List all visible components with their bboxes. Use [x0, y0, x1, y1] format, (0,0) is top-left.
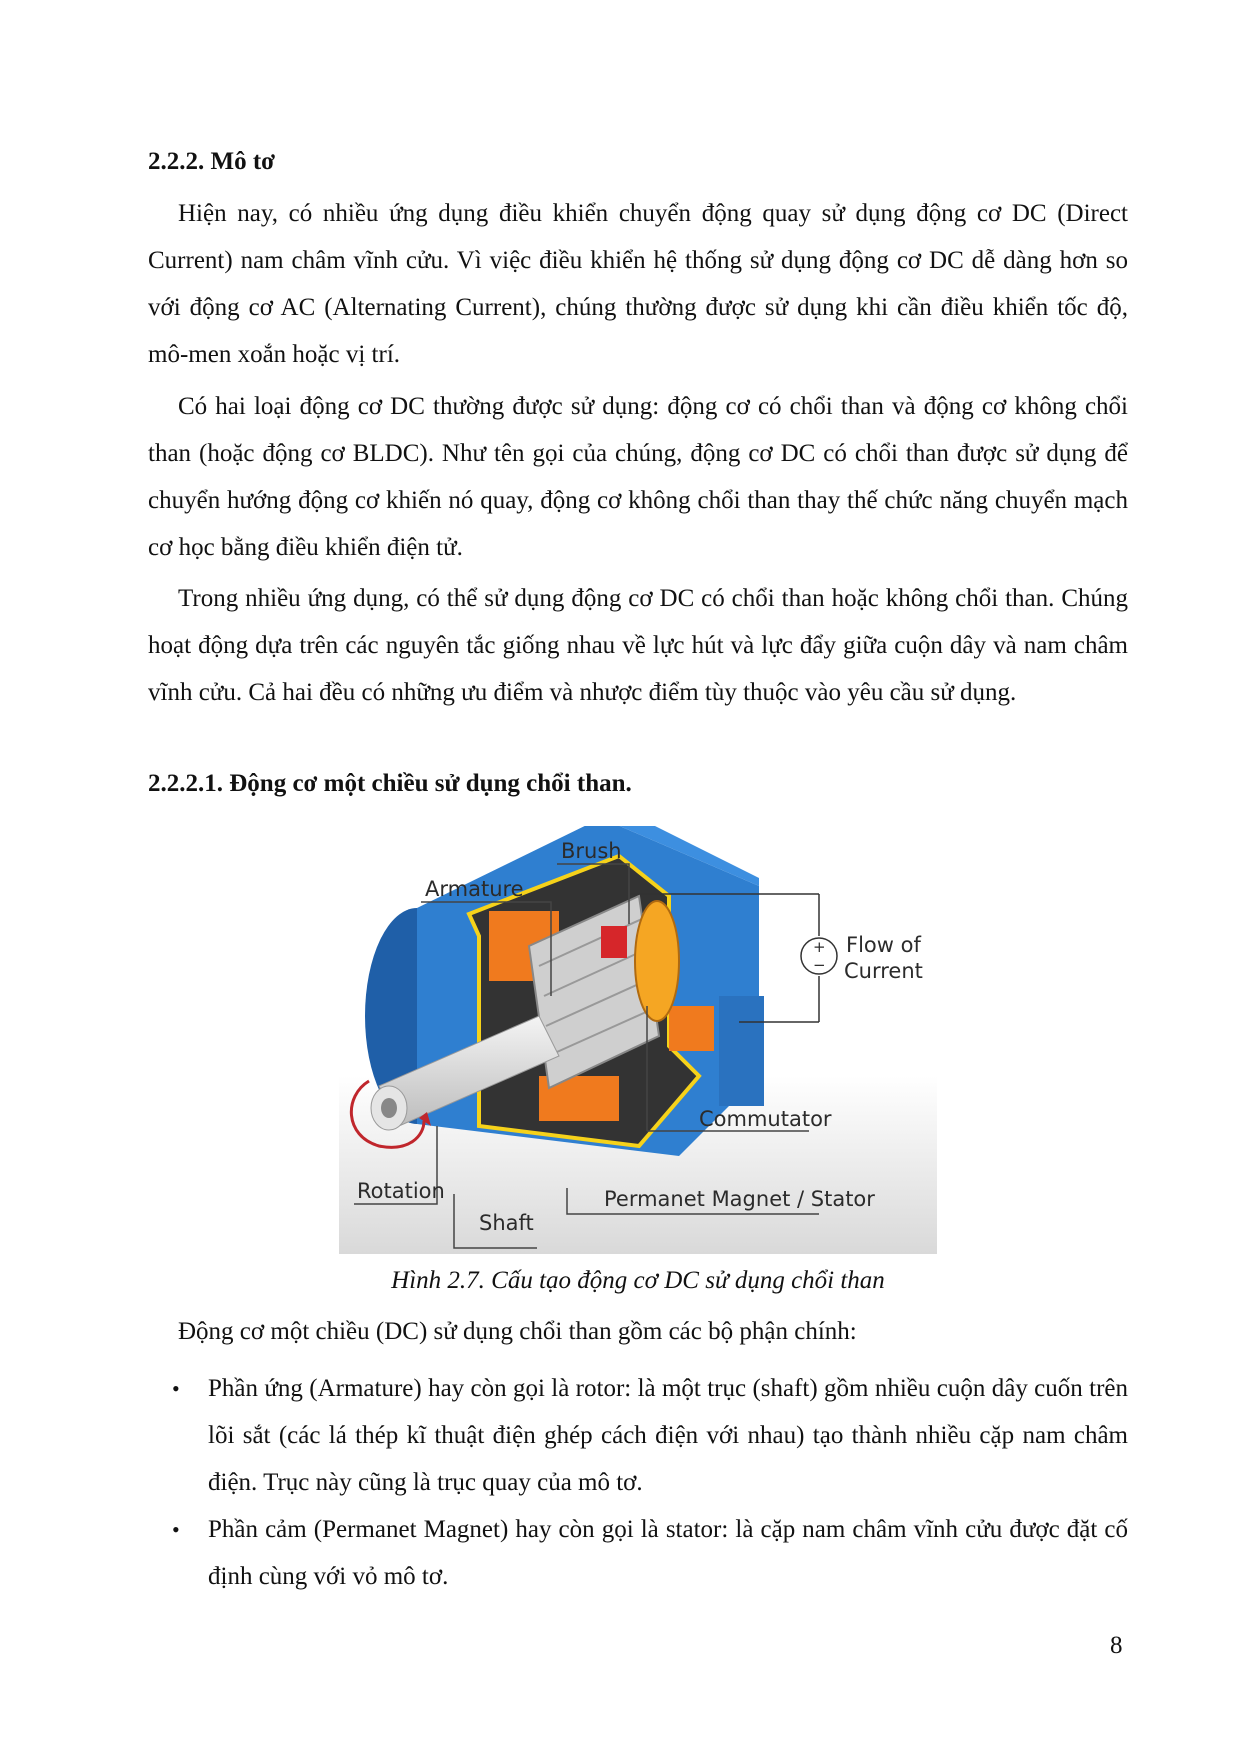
- figure-caption: Hình 2.7. Cấu tạo động cơ DC sử dụng chổi than: [391, 1267, 885, 1294]
- subsection-heading: 2.2.2.1. Động cơ một chiều sử dụng chổi than.: [148, 770, 632, 797]
- minus-sign: −: [813, 956, 826, 974]
- list-item-text: Phần cảm (Permanet Magnet) hay còn gọi là stator: là cặp nam châm vĩnh cửu được đặt cố định cùng với vỏ mô tơ.: [208, 1516, 1128, 1590]
- components-list: [148, 1365, 1128, 1600]
- magnet-label: Permanet Magnet / Stator: [604, 1187, 875, 1211]
- rotation-label: Rotation: [357, 1179, 445, 1203]
- flow-of-current-label-1: Flow of: [846, 933, 921, 957]
- flow-of-current-label-2: Current: [844, 959, 923, 983]
- paragraph-2: Có hai loại động cơ DC thường được sử dụng: động cơ có chổi than và động cơ không chổi than (hoặc động cơ BLDC). Như tên gọi của chúng, động cơ DC có chổi than được sử dụng để chuyển hướng động cơ khiến nó quay, động cơ không chổi than thay thế chức năng chuyển mạch cơ học bằng điều khiển điện tử.: [148, 393, 1128, 561]
- paragraph-1: Hiện nay, có nhiều ứng dụng điều khiển chuyển động quay sử dụng động cơ DC (Direct Current) nam châm vĩnh cửu. Vì việc điều khiển hệ thống sử dụng động cơ DC dễ dàng hơn so với động cơ AC (Alternating Current), chúng thường được sử dụng khi cần điều khiển tốc độ, mô-men xoắn hoặc vị trí.: [148, 200, 1128, 368]
- commutator-ring: [635, 901, 679, 1021]
- components-intro: Động cơ một chiều (DC) sử dụng chổi than gồm các bộ phận chính:: [178, 1318, 857, 1345]
- commutator-label: Commutator: [699, 1107, 832, 1131]
- brush-label: Brush: [561, 839, 622, 863]
- list-item-text: Phần ứng (Armature) hay còn gọi là rotor: là một trục (shaft) gồm nhiều cuộn dây cuốn trên lõi sắt (các lá thép kĩ thuật điện ghép cách điện với nhau) tạo thành nhiều cặp nam châm điện. Trục này cũng là trục quay của mô tơ.: [208, 1375, 1128, 1496]
- list-item: [148, 1506, 1128, 1600]
- shaft-label: Shaft: [479, 1211, 534, 1235]
- paragraph-3: Trong nhiều ứng dụng, có thể sử dụng động cơ DC có chổi than hoặc không chổi than. Chúng hoạt động dựa trên các nguyên tắc giống nhau về lực hút và lực đẩy giữa cuộn dây và nam châm vĩnh cửu. Cả hai đều có những ưu điểm và nhược điểm tùy thuộc vào yêu cầu sử dụng.: [148, 585, 1128, 706]
- page-number: 8: [1110, 1632, 1123, 1659]
- list-item: [148, 1365, 1128, 1506]
- section-heading: 2.2.2. Mô tơ: [148, 148, 276, 175]
- bullet-symbol: •: [172, 1517, 180, 1542]
- copper-winding-right: [669, 1006, 714, 1051]
- dc-motor-figure: [339, 826, 937, 1254]
- armature-label: Armature: [425, 877, 524, 901]
- brush-block: [601, 926, 627, 958]
- plus-sign: +: [813, 938, 826, 956]
- bullet-symbol: •: [172, 1376, 180, 1401]
